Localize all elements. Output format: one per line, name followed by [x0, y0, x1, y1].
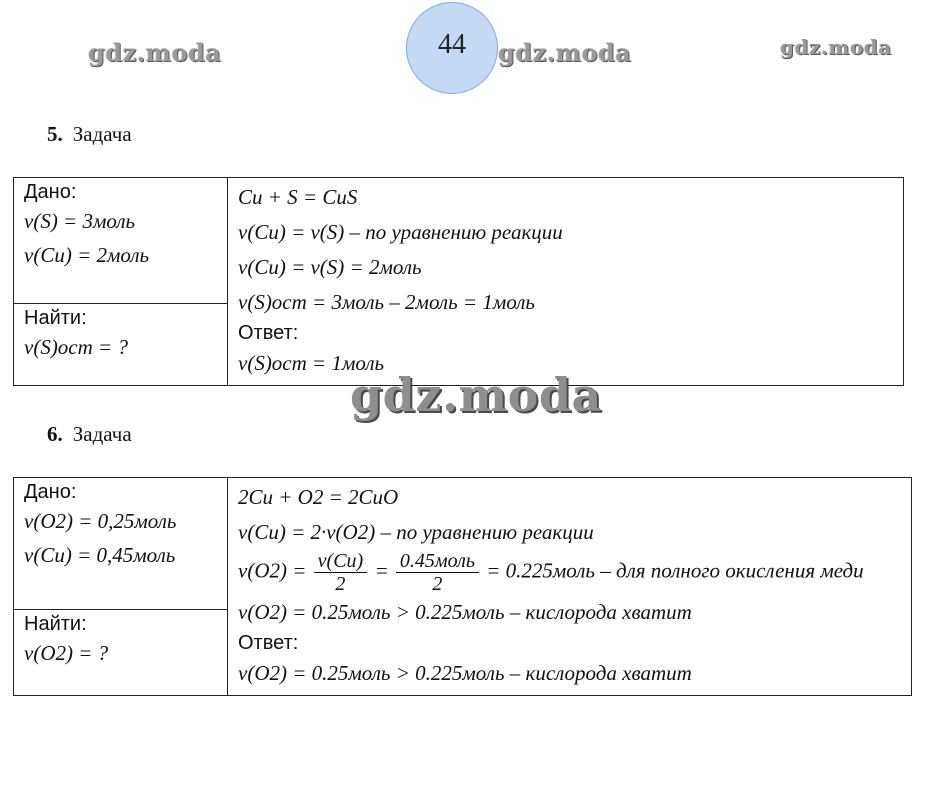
find-cell — [14, 609, 228, 695]
answer-line: ν(S)ост = 1моль — [238, 351, 385, 375]
fraction-lhs: ν(O2) = — [238, 558, 307, 583]
solution-line: ν(Cu) = ν(S) – по уравнению реакции — [238, 220, 563, 244]
find-item: ν(S)ост = ? — [24, 334, 128, 359]
given-label: Дано: — [24, 181, 77, 203]
task-number: 6. — [47, 422, 63, 446]
given-label: Дано: — [24, 481, 77, 503]
find-item: ν(O2) = ? — [24, 640, 109, 665]
task-6-table — [13, 477, 912, 696]
page-number: 44 — [438, 29, 466, 60]
given-item: ν(Cu) = 0,45моль — [24, 543, 176, 567]
watermark-logo: gdz.moda — [780, 35, 892, 59]
solution-cell — [228, 478, 912, 696]
solution-line: ν(Cu) = ν(S) = 2моль — [238, 255, 422, 279]
find-label: Найти: — [24, 612, 87, 635]
watermark-logo: gdz.moda — [498, 38, 632, 67]
fraction-denominator: 2 — [432, 573, 443, 595]
solution-line: ν(O2) = 0.25моль > 0.225моль – кислорода хватит — [238, 600, 692, 624]
find-label: Найти: — [24, 306, 87, 329]
given-cell — [14, 478, 228, 610]
solution-line: ν(Cu) = 2·ν(O2) – по уравнению реакции — [238, 520, 594, 544]
given-cell — [14, 178, 228, 304]
find-cell — [14, 303, 228, 385]
watermark-logo: gdz.moda — [88, 38, 222, 67]
task-5-table — [13, 177, 904, 386]
solution-line: Cu + S = CuS — [238, 185, 358, 209]
fraction-denominator: 2 — [335, 573, 346, 595]
task-5-title — [47, 122, 132, 147]
fraction-numerator: 0.45моль — [396, 550, 479, 573]
fraction — [396, 550, 479, 595]
solution-line: ν(S)ост = 3моль – 2моль = 1моль — [238, 290, 535, 314]
task-heading: Задача — [72, 122, 132, 146]
page-number-badge — [406, 2, 498, 94]
fraction-line: ν(O2) = $\frac{\nu(Cu)}{2}$ = $\frac{\text{0.45моль}}{2}$ = 0.225моль – для полного окисления меди — [238, 550, 864, 595]
given-item: ν(O2) = 0,25моль — [24, 509, 177, 533]
answer-line: ν(O2) = 0.25моль > 0.225моль – кислорода хватит — [238, 661, 692, 685]
given-item: ν(S) = 3моль — [24, 209, 136, 233]
watermark-logo: gdz.moda — [350, 368, 602, 422]
task-6-title — [47, 422, 132, 447]
fraction-numerator: ν(Cu) — [314, 550, 368, 573]
task-number: 5. — [47, 122, 63, 146]
answer-label: Ответ: — [238, 632, 299, 654]
fraction-rhs: = 0.225моль – для полного окисления меди — [486, 558, 864, 583]
fraction — [314, 550, 368, 595]
given-item: ν(Cu) = 2моль — [24, 243, 150, 267]
answer-label: Ответ: — [238, 322, 299, 344]
task-heading: Задача — [72, 422, 132, 446]
solution-line: 2Cu + O2 = 2CuO — [238, 485, 399, 509]
solution-cell — [228, 178, 904, 386]
